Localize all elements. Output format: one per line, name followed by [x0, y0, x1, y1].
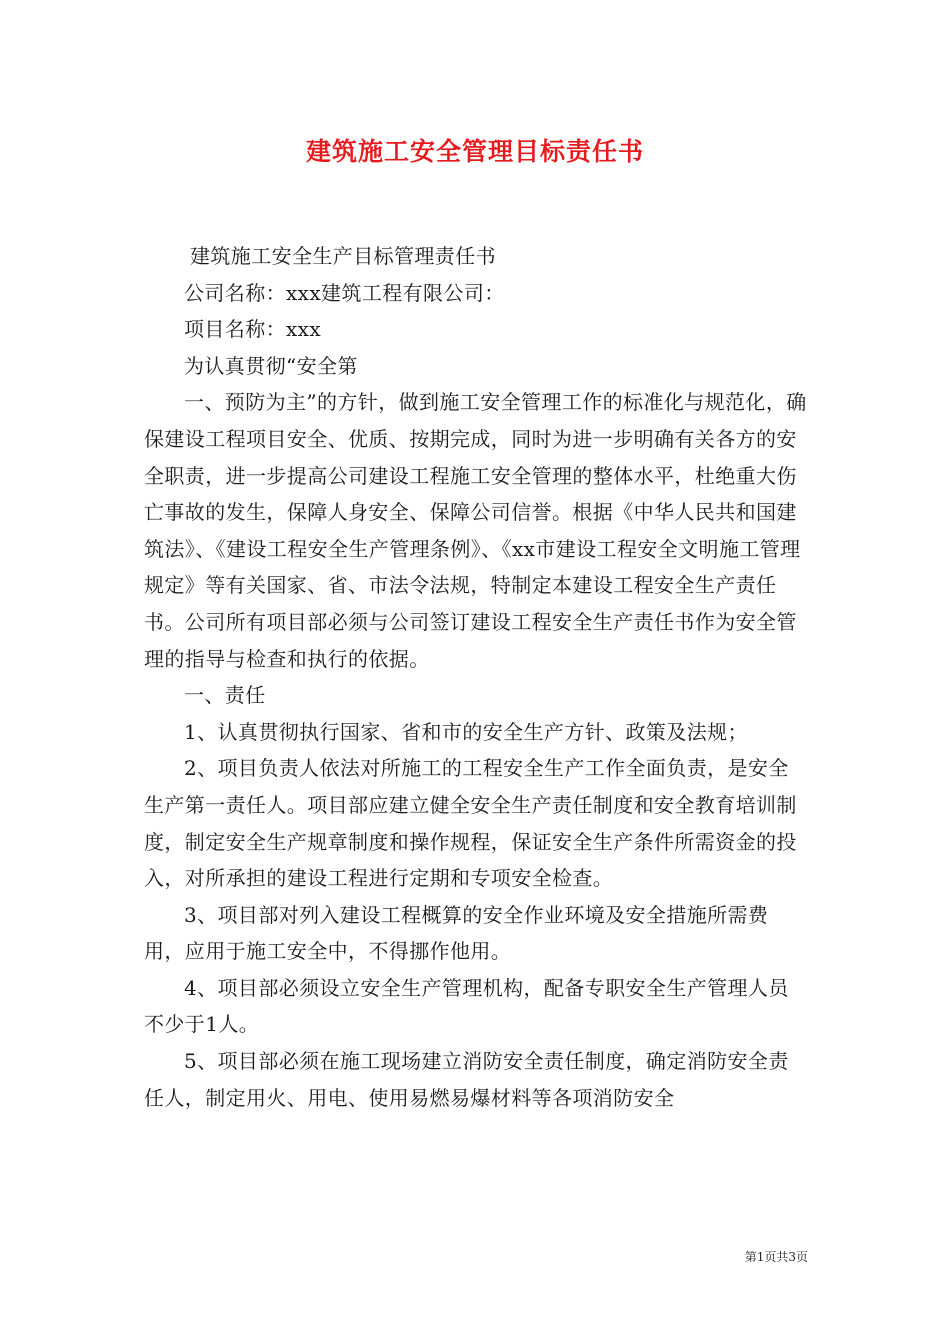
document-title: 建筑施工安全管理目标责任书 [305, 137, 644, 166]
section-heading-responsibility: 一、责任 [184, 683, 266, 708]
paragraph-intro: 为认真贯彻“安全第 [184, 353, 358, 378]
paragraph-item-2: 2、项目负责人依法对所施工的工程安全生产工作全面负责，是安全生产第一责任人。项目部应建立健全安全生产责任制度和安全教育培训制度，制定安全生产规章制度和操作规程，保证安全生产条件所需资金的投入，对所承担的建设工程进行定期和专项安全检查。 [144, 756, 797, 891]
paragraph-item-1: 1、认真贯彻执行国家、省和市的安全生产方针、政策及法规； [184, 719, 748, 744]
page-number: 第1页共3页 [744, 1250, 808, 1264]
document-body [144, 238, 808, 1116]
paragraph-company-name: 公司名称：xxx建筑工程有限公司： [184, 280, 505, 305]
paragraph-item-5: 5、项目部必须在施工现场建立消防安全责任制度，确定消防安全责任人，制定用火、用电、使用易燃易爆材料等各项消防安全 [144, 1049, 789, 1110]
paragraph-purpose: 一、预防为主”的方针，做到施工安全管理工作的标准化与规范化，确保建设工程项目安全、优质、按期完成，同时为进一步明确有关各方的安全职责，进一步提高公司建设工程施工安全管理的整体水平，杜绝重大伤亡事故的发生，保障人身安全、保障公司信誉。根据《中华人民共和国建筑法》、《建设工程安全生产管理条例》、《xx市建设工程安全文明施工管理规定》等有关国家、省、市法令法规，特制定本建设工程安全生产责任书。公司所有项目部必须与公司签订建设工程安全生产责任书作为安全管理的指导与检查和执行的依据。 [144, 390, 807, 671]
paragraph-project-name: 项目名称：xxx [184, 317, 322, 342]
paragraph-item-3: 3、项目部对列入建设工程概算的安全作业环境及安全措施所需费用，应用于施工安全中，不得挪作他用。 [144, 902, 769, 964]
paragraph-subtitle: 建筑施工安全生产目标管理责任书 [190, 244, 496, 268]
paragraph-item-4: 4、项目部必须设立安全生产管理机构，配备专职安全生产管理人员不少于1人。 [144, 975, 789, 1037]
